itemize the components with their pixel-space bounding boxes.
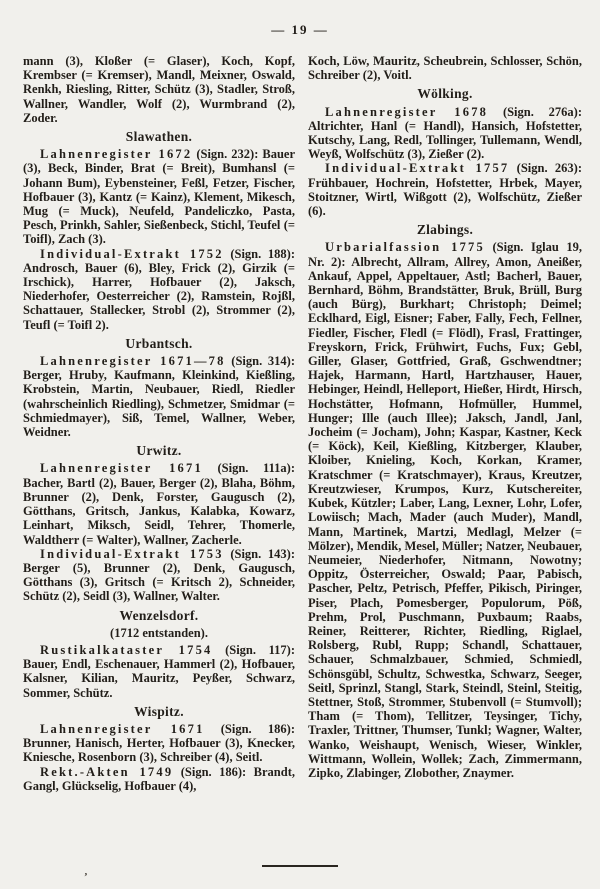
- register-names: (Sign. 186): Brunner, Hanisch, Herter, Hofbauer (3), Knecker, Kniesche, Rosenborn (3), Schreiber (4), Seitl.: [23, 721, 295, 765]
- register-paragraph: [23, 147, 295, 246]
- register-paragraph: [308, 240, 582, 780]
- register-paragraph: [308, 161, 582, 218]
- register-paragraph: [23, 461, 295, 546]
- heading-zlabings: Zlabings.: [416, 222, 474, 238]
- register-paragraph: [23, 765, 295, 793]
- register-title: Lahnenregister 1678: [325, 104, 489, 119]
- heading-urwitz: Urwitz.: [136, 443, 182, 459]
- register-names: (Sign. 232): Bauer (3), Beck, Binder, Brat (= Breit), Bumhansl (= Johann Bum), Eybensteiner, Feßl, Fetzer, Fischer, Hofbauer (3), Kantz (= Kainz), Klement, Mikesch, Mug (= Muck), Neufeld, Pandeliczko, Pasta, Pesch, Prinkh, Sahler, Sießenbeck, Stichl, Teufel (= Toifl), Zach (3).: [23, 147, 296, 247]
- register-paragraph: [23, 722, 295, 765]
- register-paragraph: [23, 354, 295, 439]
- subheading-founded: (1712 entstanden).: [110, 625, 208, 640]
- register-title: Rustikalkataster 1754: [40, 642, 213, 657]
- register-paragraph: [23, 247, 295, 332]
- register-names: (Sign. 186): Brandt, Gangl, Glückselig, Hofbauer (4),: [23, 764, 295, 793]
- register-title: Individual-Extrakt 1752: [40, 246, 224, 261]
- heading-wispitz: Wispitz.: [134, 703, 184, 719]
- right-column: [308, 54, 582, 793]
- heading-slawathen: Slawathen.: [125, 129, 193, 145]
- paragraph-continuation: mann (3), Kloßer (= Glaser), Koch, Kopf, Krembser (= Kremser), Mandl, Meixner, Oswald, Renkh, Riesling, Ritter, Schütz (3), Stadler, Stroß, Wallner, Wandler, Wolf (2), Wurmbrand (2), Zoder.: [23, 54, 295, 125]
- left-column: [23, 54, 295, 793]
- register-title: Lahnenregister 1671: [40, 721, 205, 736]
- register-names: (Sign. 143): Berger (5), Brunner (2), Denk, Gaugusch, Götthans (3), Gritsch (= Kritsch 2), Schneider, Schütz (2), Seidl (3), Wallner, Walter.: [23, 546, 295, 604]
- register-paragraph: [308, 105, 582, 162]
- heading-woelking: Wölking.: [417, 86, 473, 102]
- register-names: (Sign. 111a): Bacher, Bartl (2), Bauer, Berger (2), Blaha, Böhm, Brunner (2), Denk, Forster, Gaugusch (2), Götthans, Gritsch, Jankus, Kalabka, Kowarz, Leinhart, Miksch, Seidl, Tehrer, Thomerle, Waldtherr (= Walter), Wallner, Zacherle.: [23, 461, 295, 547]
- register-title: Lahnenregister 1671: [40, 461, 203, 476]
- footer-divider-rule: [262, 865, 338, 867]
- register-title: Rekt.-Akten 1749: [40, 764, 174, 779]
- register-names: (Sign. 276a): Altrichter, Hanl (= Handl), Hansich, Hofstetter, Kutschy, Lang, Redl, Tollinger, Tullemann, Wendl, Weyß, Wolfschütz (3), Zießer (2).: [308, 104, 582, 162]
- register-title: Lahnenregister 1672: [40, 147, 193, 162]
- register-names: (Sign. 117): Bauer, Endl, Eschenauer, Hammerl (2), Hofbauer, Kalsner, Kilian, Mauritz, Peyßer, Schwarz, Sommer, Schütz.: [23, 642, 295, 700]
- heading-wenzelsdorf: Wenzelsdorf.: [119, 607, 199, 623]
- register-names: (Sign. Iglau 19, Nr. 2): Albrecht, Allram, Allrey, Amon, Aneißer, Ankauf, Appel, Appeltauer, Astl; Bacherl, Bauer, Bernhard, Böhm, Brandstätter, Bruk, Brüll, Burg (auch Bürg), Burkhart; Christoph; Deimel; Ecklhard, Eigl, Eisner; Faber, Fally, Fech, Fellner, Fiedler, Fischer, Fledl (= Flödl), Frasl, Frattinger, Freyskorn, Frick, Frühwirt, Fuchs, Fux; Gebl, Giller, Glaser, Gottfried, Graß, Gschwendtner; Hajek, Harmann, Hartl, Hartzhauser, Hauer, Hebinger, Heindl, Helleport, Hießer, Hirdt, Hirsch, Hochstätter, Hofmann, Hofmüller, Hummel, Hunger; Ille (auch Illee); Jaksch, Jandl, Janl, Jocheim (= Jocham), John; Kaspar, Kastner, Keck (= Köck), Keil, Kießling, Kitzberger, Klauber, Kloiber, Knieling, Koch, Korkan, Kramer, Kratschmer (= Kratschmayer), Kraus, Kreutzer, Kreutzwieser, Krumpos, Kurz, Kutschereiter, Kubek, Kützler; Laber, Lang, Lexner, Lohr, Lofer, Lowiisch; Mach, Mader (auch Muder), Mandl, Mann, Martinek, Martzi, Medlagl, Melzer (= Mölzer), Mendik, Mesel, Müller; Natzer, Neubauer, Neumeier, Niederhofer, Nitmann, Nowotny; Oppitz, Österreicher, Oswald; Paar, Pabisch, Pascher, Peltz, Petrisch, Pfeffer, Pikisch, Piringer, Piser, Plach, Pomesberger, Populorum, Pöß, Prehm, Prol, Puschmann, Puxbaum; Raabs, Reiner, Reitterer, Richter, Riedling, Riglael, Rolsberg, Rubl, Rupp; Schandl, Schattauer, Schauer, Schmalzbauer, Schmied, Schmiedl, Schönsgübl, Schultz, Schwestka, Schwarz, Seeger, Seitl, Sprinzl, Stangl, Stark, Steindl, Steinl, Steitig, Stettner, Stoß, Strommer, Stubenvoll (= Stumvoll); Tham (= Thom), Tellitzer, Teysinger, Tichy, Traxler, Trittner, Thumser, Tunkl; Wagner, Walter, Wanko, Weishaupt, Wenisch, Wieser, Winkler, Wittmann, Wollein, Wollek; Zach, Zimmermann, Zipko, Zlabinger, Zlobother, Znaymer.: [308, 240, 583, 780]
- register-names: (Sign. 263): Frühbauer, Hochrein, Hofstetter, Hrbek, Mayer, Stoitzner, Wirtl, Wißgott (2), Wolfschütz, Zießer (6).: [308, 161, 582, 219]
- register-title: Individual-Extrakt 1757: [325, 161, 510, 176]
- two-column-text: [0, 38, 600, 793]
- register-names: (Sign. 314): Berger, Hruby, Kaufmann, Kleinkind, Kießling, Krobstein, Martin, Neubauer, Riedl, Riedler (wahrscheinlich Riedling), Schmetzer, Smidmar (= Schmiedmayer), Siß, Temel, Wallner, Weber, Weidner.: [23, 354, 295, 440]
- register-title: Urbarialfassion 1775: [325, 240, 485, 255]
- heading-urbantsch: Urbantsch.: [125, 335, 193, 351]
- register-paragraph: [23, 643, 295, 700]
- paragraph-continuation: Koch, Löw, Mauritz, Scheubrein, Schlosser, Schön, Schreiber (2), Voitl.: [308, 54, 582, 83]
- page-number: — 19 —: [271, 22, 329, 37]
- register-title: Lahnenregister 1671—78: [40, 354, 226, 369]
- register-title: Individual-Extrakt 1753: [40, 546, 224, 561]
- scan-artifact-mark: ’: [84, 871, 88, 883]
- register-names: (Sign. 188): Androsch, Bauer (6), Bley, Frick (2), Girzik (= Irschick), Harrer, Hofbauer (2), Jaksch, Niederhofer, Oesterreicher (2), Ramstein, Rojßl, Schattauer, Stallecker, Strobl (2), Strommer (2), Teufl (= Toifl 2).: [23, 246, 295, 332]
- register-paragraph: [23, 547, 295, 604]
